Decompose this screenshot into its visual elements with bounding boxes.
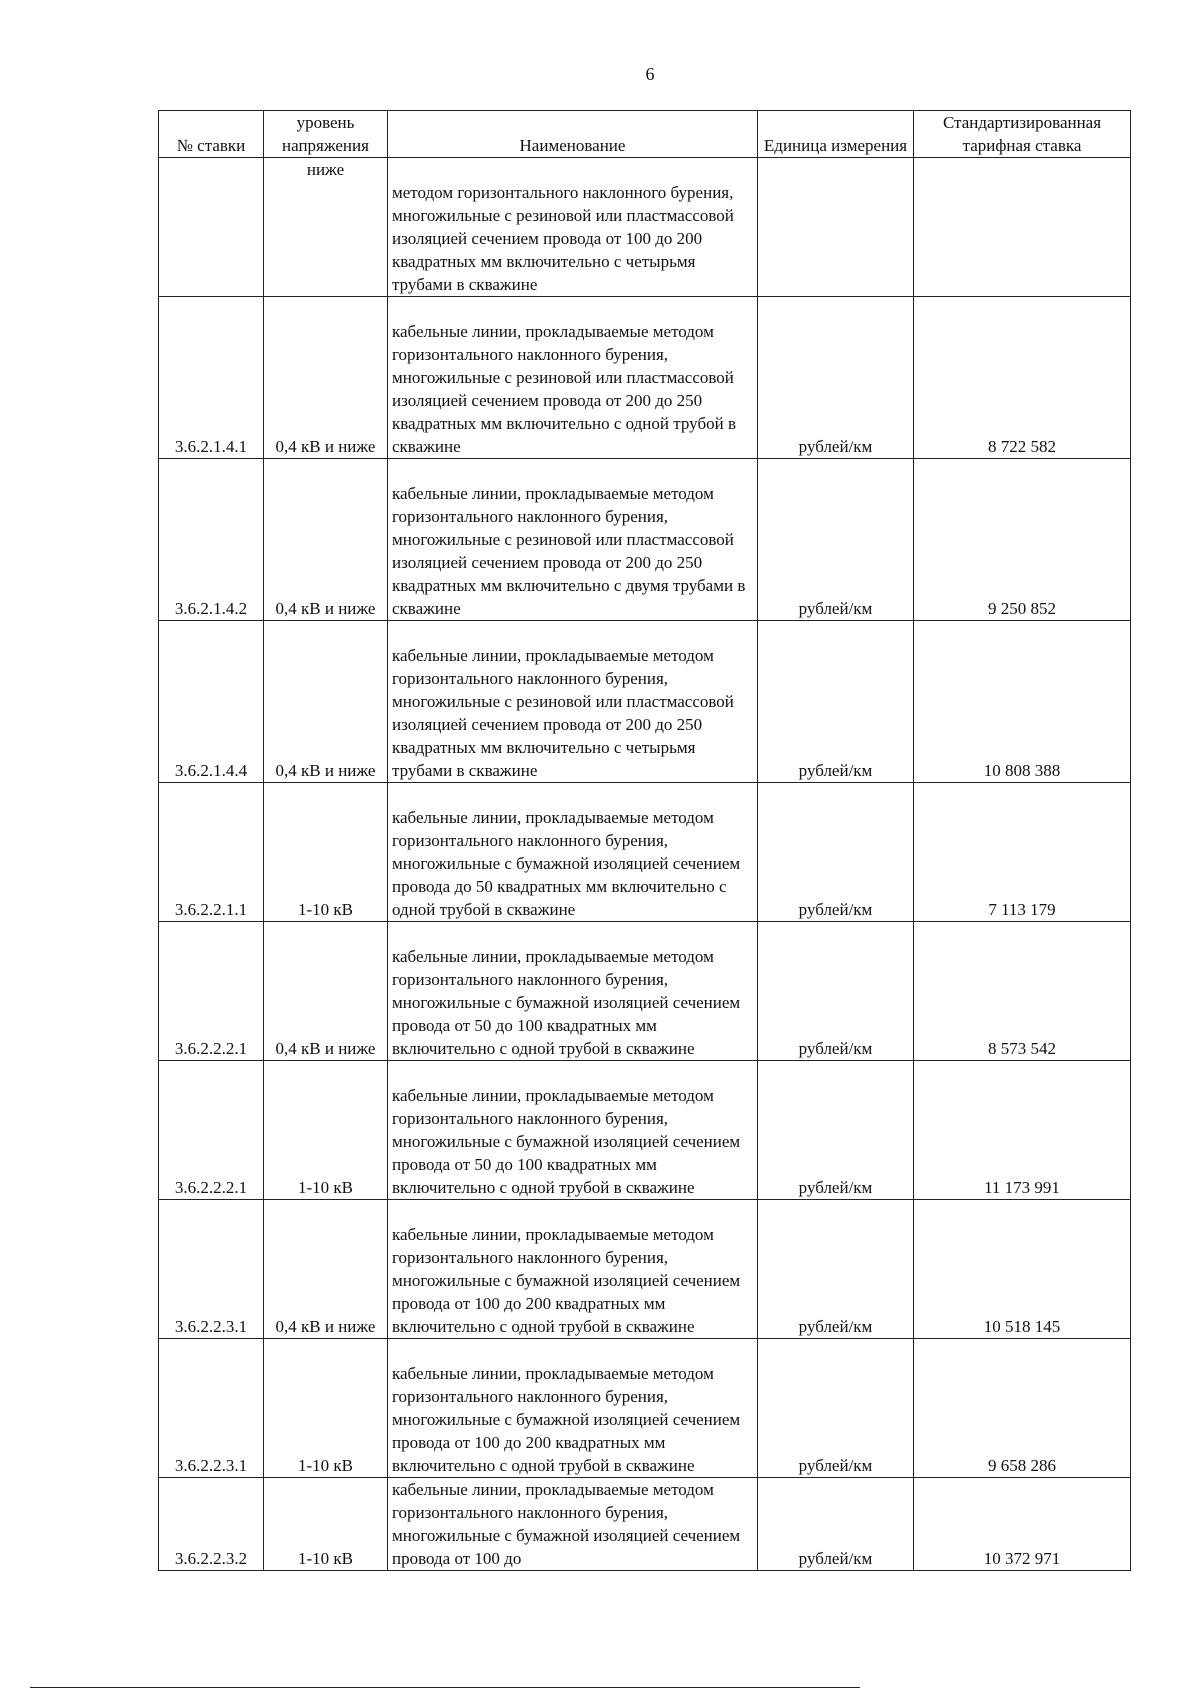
cell-rate: 10 372 971 <box>914 1478 1131 1571</box>
cell-rate: 9 250 852 <box>914 459 1131 621</box>
cell-rate-number: 3.6.2.2.3.2 <box>159 1478 264 1571</box>
cell-voltage: 0,4 кВ и ниже <box>264 297 388 459</box>
cell-rate: 7 113 179 <box>914 783 1131 922</box>
cell-rate-number: 3.6.2.2.2.1 <box>159 1061 264 1200</box>
cell-name: кабельные линии, прокладываемые методом горизонтального наклонного бурения, многожильные с бумажной изоляцией сечением провода от 50 до 100 квадратных мм включительно с одной трубой в скважине <box>388 1061 758 1200</box>
cell-rate-number: 3.6.2.2.2.1 <box>159 922 264 1061</box>
cell-name: кабельные линии, прокладываемые методом горизонтального наклонного бурения, многожильные с бумажной изоляцией сечением провода от 100 до <box>388 1478 758 1571</box>
cell-unit: рублей/км <box>758 621 914 783</box>
cell-rate-number: 3.6.2.1.4.1 <box>159 297 264 459</box>
cell-name: кабельные линии, прокладываемые методом горизонтального наклонного бурения, многожильные с бумажной изоляцией сечением провода от 100 до 200 квадратных мм включительно с одной трубой в скважине <box>388 1339 758 1478</box>
cell-rate-number <box>159 158 264 297</box>
cell-voltage: 0,4 кВ и ниже <box>264 1200 388 1339</box>
cell-voltage: 1-10 кВ <box>264 1478 388 1571</box>
cell-rate: 8 573 542 <box>914 922 1131 1061</box>
table-row <box>159 783 1131 922</box>
header-name: Наименование <box>388 111 758 158</box>
cell-voltage: 0,4 кВ и ниже <box>264 459 388 621</box>
cell-rate: 11 173 991 <box>914 1061 1131 1200</box>
table-row <box>159 1061 1131 1200</box>
header-voltage-level: уровень напряжения <box>264 111 388 158</box>
cell-rate: 10 808 388 <box>914 621 1131 783</box>
table-row-continuation <box>159 158 1131 297</box>
cell-voltage: 1-10 кВ <box>264 1339 388 1478</box>
table-header-row <box>159 111 1131 158</box>
cell-rate-number: 3.6.2.1.4.2 <box>159 459 264 621</box>
bottom-divider-line <box>30 1687 860 1688</box>
header-rate-number: № ставки <box>159 111 264 158</box>
cell-rate-number: 3.6.2.2.3.1 <box>159 1200 264 1339</box>
cell-rate: 10 518 145 <box>914 1200 1131 1339</box>
table-row <box>159 1200 1131 1339</box>
cell-name: кабельные линии, прокладываемые методом горизонтального наклонного бурения, многожильные с резиновой или пластмассовой изоляцией сечением провода от 200 до 250 квадратных мм включительно с двумя трубами в скважине <box>388 459 758 621</box>
table-row <box>159 1339 1131 1478</box>
cell-voltage: ниже <box>264 158 388 297</box>
cell-unit: рублей/км <box>758 1200 914 1339</box>
cell-name: методом горизонтального наклонного бурения, многожильные с резиновой или пластмассовой изоляцией сечением провода от 100 до 200 квадратных мм включительно с четырьмя трубами в скважине <box>388 158 758 297</box>
cell-name: кабельные линии, прокладываемые методом горизонтального наклонного бурения, многожильные с бумажной изоляцией сечением провода от 100 до 200 квадратных мм включительно с одной трубой в скважине <box>388 1200 758 1339</box>
cell-unit: рублей/км <box>758 1339 914 1478</box>
cell-unit: рублей/км <box>758 459 914 621</box>
tariff-table <box>158 110 1131 1571</box>
table-row <box>159 459 1131 621</box>
cell-unit: рублей/км <box>758 922 914 1061</box>
cell-name: кабельные линии, прокладываемые методом горизонтального наклонного бурения, многожильные с бумажной изоляцией сечением провода до 50 квадратных мм включительно с одной трубой в скважине <box>388 783 758 922</box>
cell-rate-number: 3.6.2.1.4.4 <box>159 621 264 783</box>
cell-rate <box>914 158 1131 297</box>
cell-voltage: 0,4 кВ и ниже <box>264 922 388 1061</box>
table-row <box>159 922 1131 1061</box>
cell-voltage: 1-10 кВ <box>264 1061 388 1200</box>
cell-rate-number: 3.6.2.2.3.1 <box>159 1339 264 1478</box>
cell-rate: 8 722 582 <box>914 297 1131 459</box>
cell-voltage: 0,4 кВ и ниже <box>264 621 388 783</box>
table-row <box>159 297 1131 459</box>
table-row <box>159 1478 1131 1571</box>
cell-unit <box>758 158 914 297</box>
cell-name: кабельные линии, прокладываемые методом горизонтального наклонного бурения, многожильные с бумажной изоляцией сечением провода от 50 до 100 квадратных мм включительно с одной трубой в скважине <box>388 922 758 1061</box>
cell-name: кабельные линии, прокладываемые методом горизонтального наклонного бурения, многожильные с резиновой или пластмассовой изоляцией сечением провода от 200 до 250 квадратных мм включительно с четырьмя трубами в скважине <box>388 621 758 783</box>
cell-unit: рублей/км <box>758 783 914 922</box>
cell-rate: 9 658 286 <box>914 1339 1131 1478</box>
cell-unit: рублей/км <box>758 1061 914 1200</box>
header-standard-rate: Стандартизированная тарифная ставка <box>914 111 1131 158</box>
cell-name: кабельные линии, прокладываемые методом горизонтального наклонного бурения, многожильные с резиновой или пластмассовой изоляцией сечением провода от 200 до 250 квадратных мм включительно с одной трубой в скважине <box>388 297 758 459</box>
table-row <box>159 621 1131 783</box>
page-number: 6 <box>645 64 655 84</box>
cell-voltage: 1-10 кВ <box>264 783 388 922</box>
header-unit: Единица измерения <box>758 111 914 158</box>
cell-rate-number: 3.6.2.2.1.1 <box>159 783 264 922</box>
cell-unit: рублей/км <box>758 297 914 459</box>
cell-unit: рублей/км <box>758 1478 914 1571</box>
